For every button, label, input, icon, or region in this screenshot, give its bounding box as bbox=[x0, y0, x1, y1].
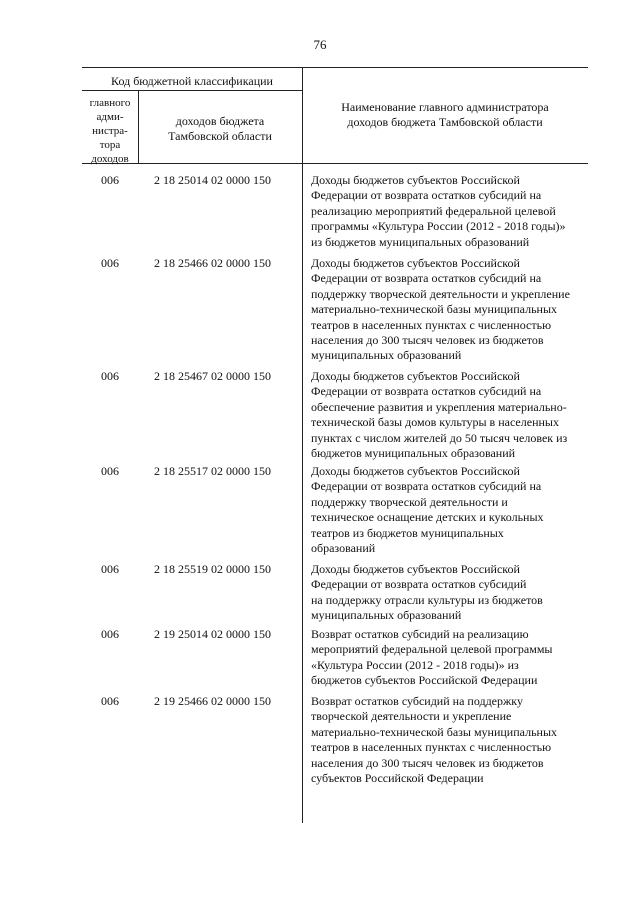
header-top-rule bbox=[82, 67, 588, 68]
header-group-rule bbox=[82, 90, 302, 91]
income-name: Доходы бюджетов субъектов Российской Федерации от возврата остатков субсидий на поддержку творческой деятельности и укрепление материально-технической базы муниципальных театров в населенных пунктах с численностью населения до 300 тысяч человек из бюджетов муниципальных образований bbox=[311, 256, 570, 363]
income-code: 2 18 25014 02 0000 150 bbox=[154, 173, 271, 187]
income-name: Доходы бюджетов субъектов Российской Федерации от возврата остатков субсидий на обеспечение развития и укрепления материально- технической базы домов культуры в населенных пунктах с числом жителей до 50 тысяч человек из бюджетов муниципальных образований bbox=[311, 369, 568, 461]
income-name: Доходы бюджетов субъектов Российской Федерации от возврата остатков субсидий на поддержку отрасли культуры из бюджетов муниципальных образований bbox=[311, 562, 543, 623]
header-group-title: Код бюджетной классификации bbox=[111, 74, 273, 88]
header-income-column: доходов бюджета Тамбовской области bbox=[168, 114, 272, 143]
admin-code: 006 bbox=[101, 562, 119, 576]
income-code: 2 18 25517 02 0000 150 bbox=[154, 464, 271, 478]
income-code: 2 18 25519 02 0000 150 bbox=[154, 562, 271, 576]
header-name-column: Наименование главного администратора доходов бюджета Тамбовской области bbox=[341, 100, 549, 129]
admin-code: 006 bbox=[101, 627, 119, 641]
income-name: Доходы бюджетов субъектов Российской Федерации от возврата остатков субсидий на поддержку творческой деятельности и техническое оснащение детских и кукольных театров из бюджетов муниципальных образований bbox=[311, 464, 544, 556]
income-code: 2 18 25466 02 0000 150 bbox=[154, 256, 271, 270]
admin-code: 006 bbox=[101, 173, 119, 187]
income-code: 2 19 25014 02 0000 150 bbox=[154, 627, 271, 641]
income-name: Доходы бюджетов субъектов Российской Федерации от возврата остатков субсидий на реализацию мероприятий федеральной целевой программы «Культура России (2012 - 2018 годы)» из бюджетов муниципальных образований bbox=[311, 173, 566, 249]
income-name: Возврат остатков субсидий на поддержку творческой деятельности и укрепление материально-технической базы муниципальных театров в населенных пунктах с численностью населения до 300 тысяч человек из бюджетов субъектов Российской Федерации bbox=[311, 694, 558, 786]
admin-code: 006 bbox=[101, 464, 119, 478]
page-number: 76 bbox=[313, 37, 327, 52]
header-bottom-rule bbox=[82, 163, 588, 164]
admin-code: 006 bbox=[101, 256, 119, 270]
header-admin-column: главного адми- нистра- тора доходов bbox=[89, 97, 131, 165]
income-code: 2 18 25467 02 0000 150 bbox=[154, 369, 271, 383]
income-code: 2 19 25466 02 0000 150 bbox=[154, 694, 271, 708]
income-name: Возврат остатков субсидий на реализацию мероприятий федеральной целевой программы «Культура России (2012 - 2018 годы)» из бюджетов субъектов Российской Федерации bbox=[311, 627, 553, 688]
admin-code: 006 bbox=[101, 369, 119, 383]
admin-code: 006 bbox=[101, 694, 119, 708]
